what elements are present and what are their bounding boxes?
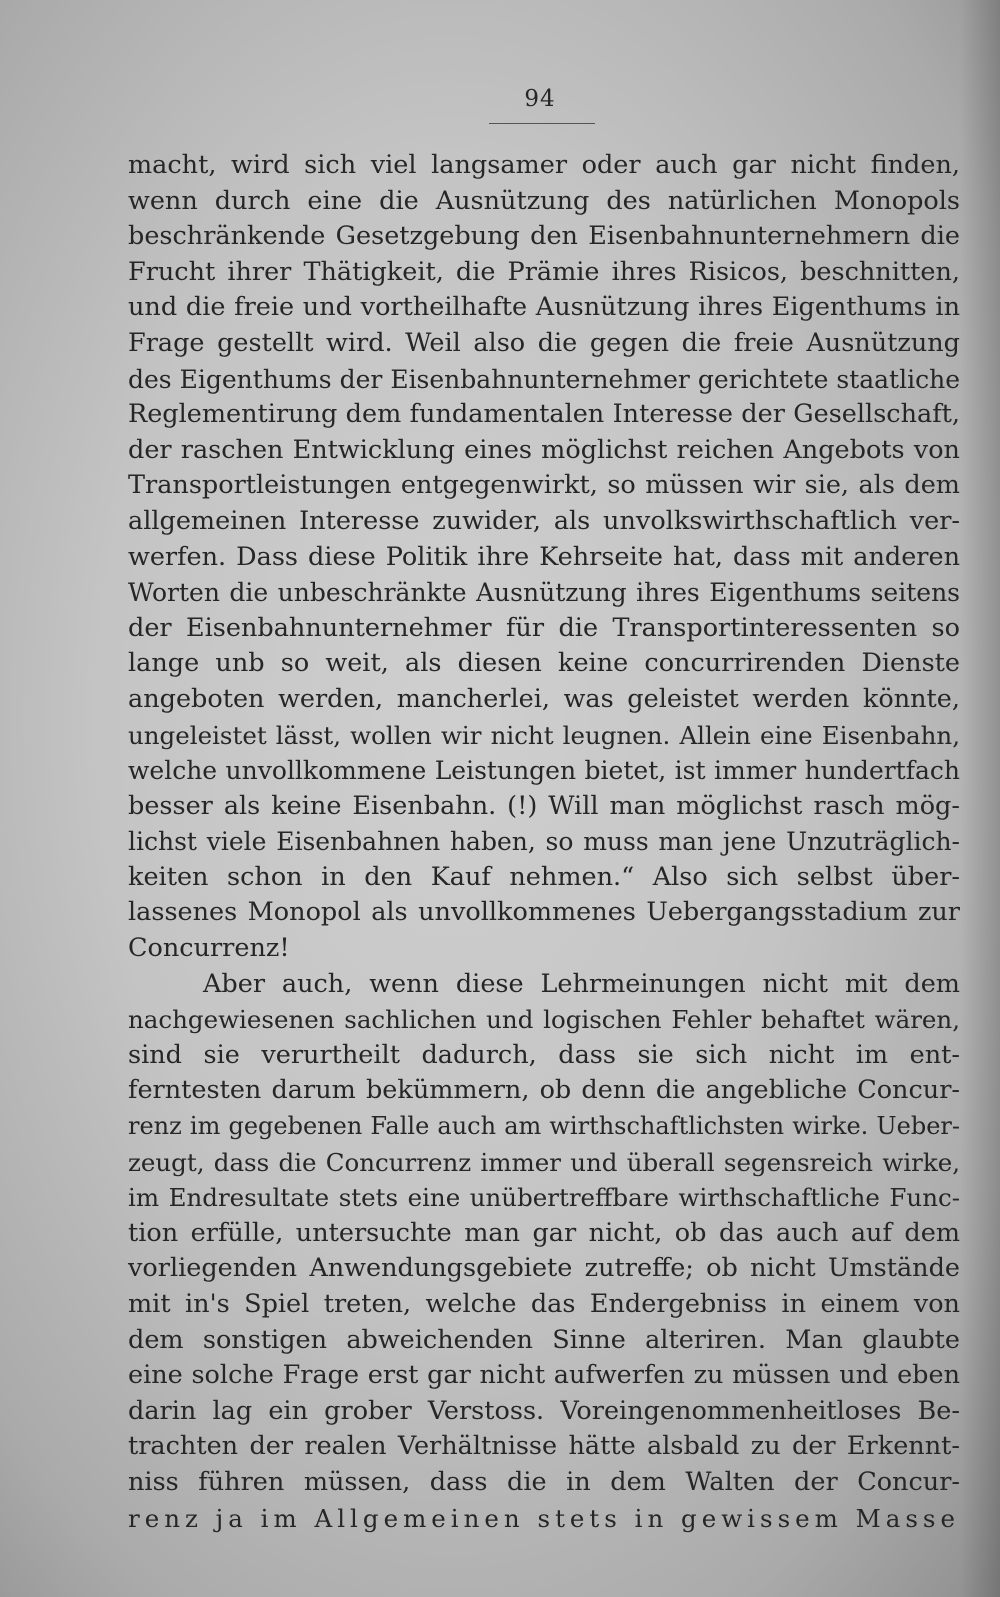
text-line: der Eisenbahnunternehmer für die Transportinteressenten so (128, 612, 960, 643)
page-edge-shadow (960, 0, 1000, 1597)
text-line: keiten schon in den Kauf nehmen.“ Also sich selbst über- (128, 861, 960, 892)
text-line: ungeleistet lässt, wollen wir nicht leugnen. Allein eine Eisenbahn, (128, 720, 960, 750)
text-line: Worten die unbeschränkte Ausnützung ihres Eigenthums seitens (128, 578, 960, 608)
text-line: im Endresultate stets eine unübertreffbare wirthschaftliche Func- (128, 1183, 960, 1213)
text-line: vorliegenden Anwendungsgebiete zutreffe; ob nicht Umstände (128, 1253, 960, 1284)
text-line: darin lag ein grober Verstoss. Voreingenommenheitloses Be- (128, 1395, 960, 1426)
paragraph-end-line: Concurrenz! (128, 933, 290, 964)
page-number: 94 (524, 86, 556, 112)
text-line: lassenes Monopol als unvollkommenes Uebergangsstadium zur (128, 897, 960, 928)
text-line: renz im gegebenen Falle auch am wirthschaftlichsten wirke. Ueber- (128, 1112, 960, 1141)
text-line: Frage gestellt wird. Weil also die gegen die freie Ausnützung (128, 327, 960, 358)
text-line: wenn durch eine die Ausnützung des natürlichen Monopols (128, 185, 960, 216)
text-line: Reglementirung dem fundamentalen Interesse der Gesellschaft, (128, 399, 960, 430)
text-line: allgemeinen Interesse zuwider, als unvolkswirthschaftlich ver- (128, 505, 960, 536)
text-line: niss führen müssen, dass die in dem Walten der Concur- (128, 1466, 960, 1497)
paragraph-start-line: Aber auch, wenn diese Lehrmeinungen nicht mit dem (203, 968, 960, 999)
text-line: welche unvollkommene Leistungen bietet, ist immer hundertfach (128, 756, 960, 786)
text-line: lichst viele Eisenbahnen haben, so muss man jene Unzuträglich- (128, 827, 960, 857)
text-line: des Eigenthums der Eisenbahnunternehmer gerichtete staatliche (128, 364, 960, 394)
text-line: werfen. Dass diese Politik ihre Kehrseite hat, dass mit anderen (128, 541, 960, 572)
text-line: trachten der realen Verhältnisse hätte alsbald zu der Erkennt- (128, 1431, 960, 1462)
text-line: macht, wird sich viel langsamer oder auch gar nicht finden, (128, 150, 960, 180)
text-line: besser als keine Eisenbahn. (!) Will man möglichst rasch mög- (128, 790, 960, 821)
text-line: beschränkende Gesetzgebung den Eisenbahnunternehmern die (128, 221, 960, 252)
text-line: ferntesten darum bekümmern, ob denn die angebliche Concur- (128, 1075, 960, 1106)
header-rule (489, 123, 595, 124)
text-line: tion erfülle, untersuchte man gar nicht, ob das auch auf dem (128, 1217, 960, 1248)
body-text (128, 148, 960, 1536)
text-line: renz ja im Allgemeinen stets in gewissem Masse (128, 1503, 961, 1533)
text-line: eine solche Frage erst gar nicht aufwerfen zu müssen und eben (128, 1360, 960, 1391)
text-line: dem sonstigen abweichenden Sinne alteriren. Man glaubte (128, 1324, 960, 1355)
text-line: sind sie verurtheilt dadurch, dass sie sich nicht im ent- (128, 1039, 960, 1070)
text-line: Transportleistungen entgegenwirkt, so müssen wir sie, als dem (128, 470, 960, 501)
text-line: mit in's Spiel treten, welche das Endergebniss in einem von (128, 1289, 960, 1319)
text-line: der raschen Entwicklung eines möglichst reichen Angebots von (128, 434, 960, 465)
text-line: Frucht ihrer Thätigkeit, die Prämie ihres Risicos, beschnitten, (128, 256, 960, 287)
text-line: angeboten werden, mancherlei, was geleistet werden könnte, (128, 683, 960, 714)
text-line: nachgewiesenen sachlichen und logischen Fehler behaftet wären, (128, 1005, 960, 1035)
text-line: zeugt, dass die Concurrenz immer und überall segensreich wirke, (128, 1147, 960, 1177)
text-line: lange unb so weit, als diesen keine concurrirenden Dienste (128, 648, 960, 679)
text-line: und die freie und vortheilhafte Ausnützung ihres Eigenthums in (128, 292, 960, 323)
